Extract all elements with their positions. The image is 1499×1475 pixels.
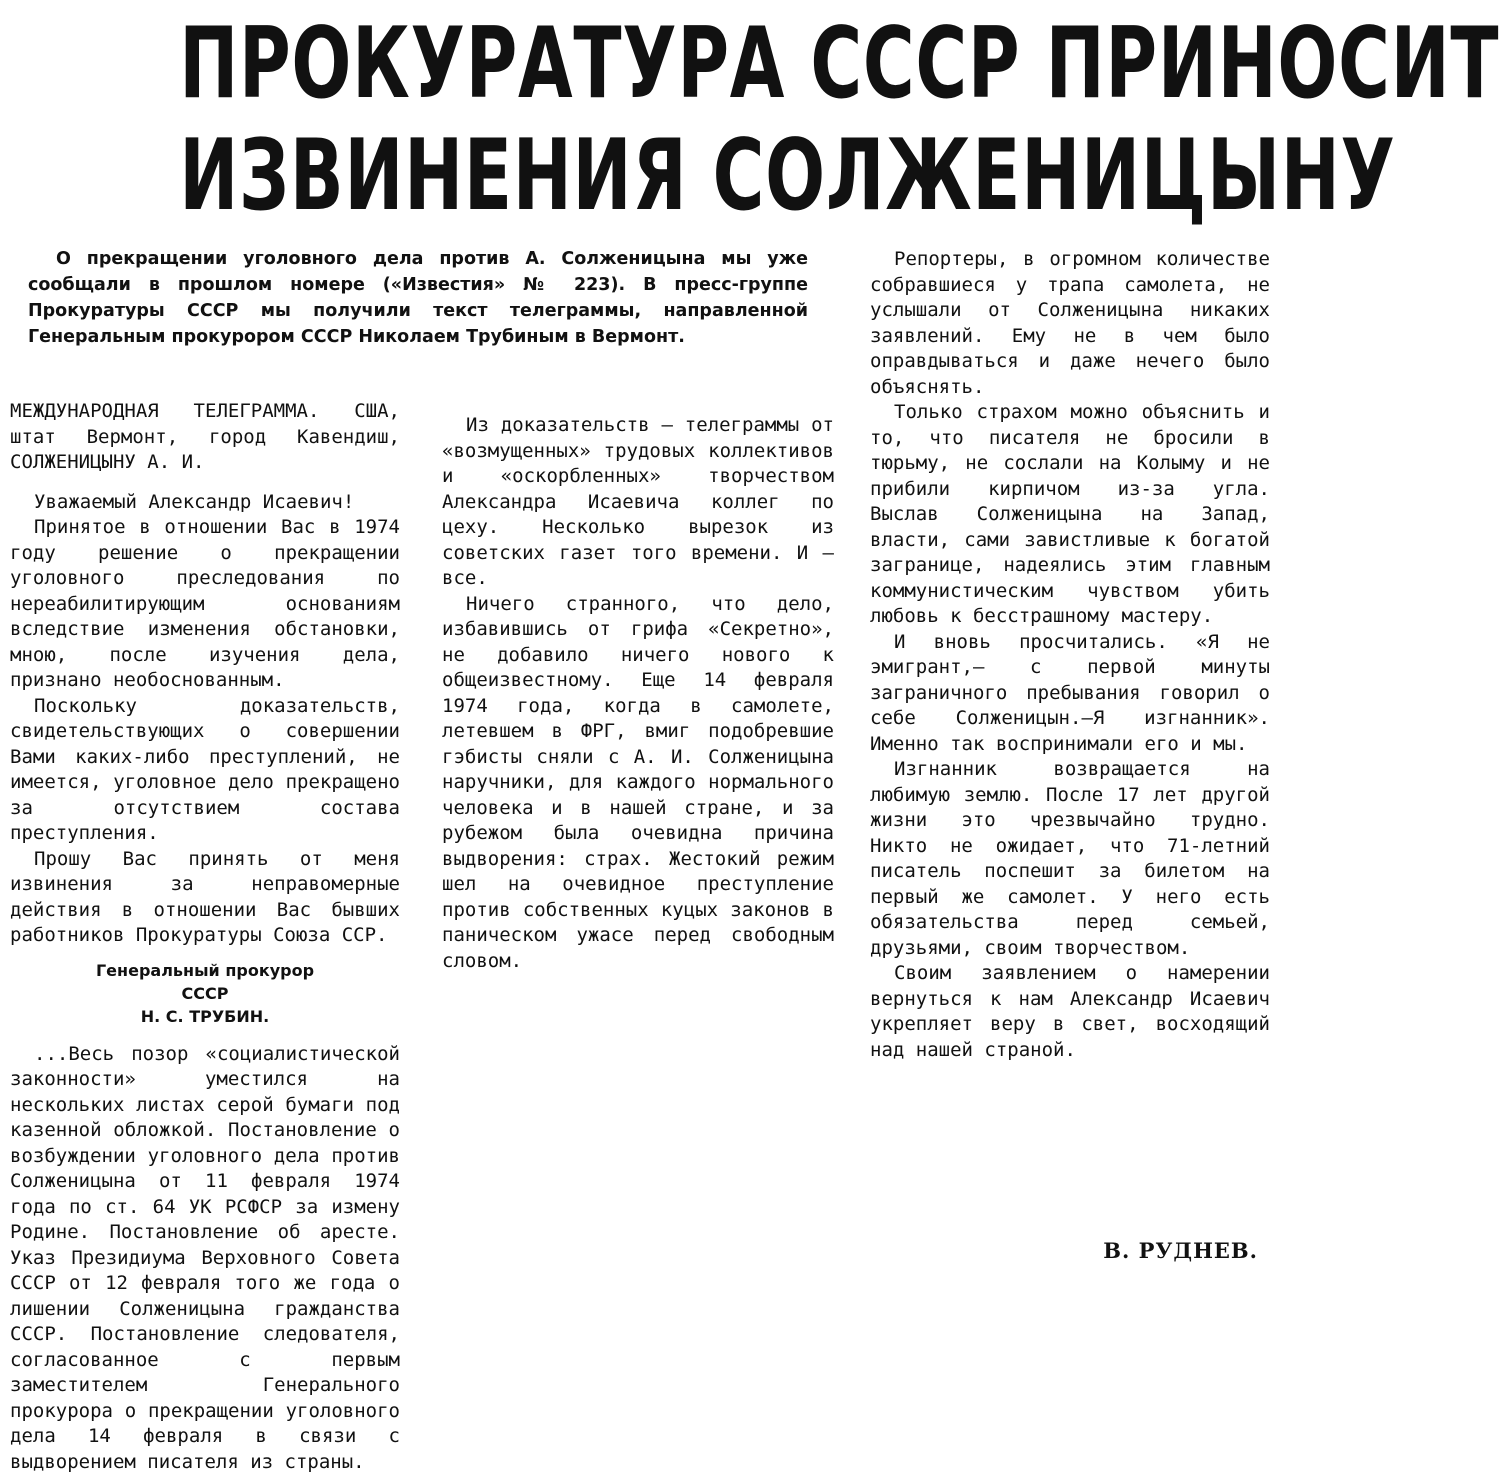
headline: [179, 8, 1101, 232]
column-3: [870, 247, 1270, 1063]
body-paragraph-2: Из доказательств — телеграммы от «возмущенных» трудовых коллективов и «оскорбленных» творчеством Александра Исаевича коллег по цеху. Несколько вырезок из советских газет того времени. И — все.: [442, 413, 834, 592]
author-byline: В. РУДНЕВ.: [1103, 1238, 1258, 1263]
telegram-paragraph-1: Принятое в отношении Вас в 1974 году решение о прекращении уголовного преследования по нереабилитирующим основаниям вследствие изменения обстановки, мною, после изучения дела, признано необоснованным.: [10, 515, 400, 694]
body-paragraph-8: Своим заявлением о намерении вернуться к нам Александр Исаевич укрепляет веру в свет, восходящий над нашей страной.: [870, 961, 1270, 1063]
column-1: [10, 399, 400, 1475]
column-2: [442, 399, 834, 974]
signature-country: СССР: [10, 982, 400, 1005]
telegram-paragraph-2: Поскольку доказательств, свидетельствующих о совершении Вами каких-либо преступлений, не имеется, уголовное дело прекращено за отсутствием состава преступления.: [10, 694, 400, 847]
telegram-signature: [10, 959, 400, 1028]
body-paragraph-6: И вновь просчитались. «Я не эмигрант,— с первой минуты заграничного пребывания говорил о себе Солженицын.—Я изгнанник». Именно так воспринимали его и мы.: [870, 630, 1270, 758]
headline-line-2: ИЗВИНЕНИЯ СОЛЖЕНИЦЫНУ: [179, 120, 1101, 232]
telegram-address: МЕЖДУНАРОДНАЯ ТЕЛЕГРАММА. США, штат Вермонт, город Кавендиш, СОЛЖЕНИЦЫНУ А. И.: [10, 399, 400, 476]
telegram-paragraph-3: Прошу Вас принять от меня извинения за неправомерные действия в отношении Вас бывших работников Прокуратуры Союза ССР.: [10, 847, 400, 949]
body-paragraph-5: Только страхом можно объяснить и то, что писателя не бросили в тюрьму, не сослали на Колыму и не прибили кирпичом из-за угла. Выслав Солженицына на Запад, власти, сами завистливые к богатой загранице, надеялись этим главным коммунистическим чувством убить любовь к бесстрашному мастеру.: [870, 400, 1270, 630]
body-paragraph-4: Репортеры, в огромном количестве собравшиеся у трапа самолета, не услышали от Солженицына никаких заявлений. Ему не в чем было оправдываться и даже нечего было объяснять.: [870, 247, 1270, 400]
signature-title: Генеральный прокурор: [10, 959, 400, 982]
lead-text: О прекращении уголовного дела против А. Солженицына мы уже сообщали в прошлом номере («Известия» № 223). В пресс-группе Прокуратуры СССР мы получили текст телеграммы, направленной Генеральным прокурором СССР Николаем Трубиным в Вермонт.: [28, 246, 808, 350]
body-paragraph-7: Изгнанник возвращается на любимую землю. После 17 лет другой жизни это чрезвычайно трудно. Никто не ожидает, что 71-летний писатель поспешит за билетом на первый же самолет. У него есть обязательства перед семьей, друзьями, своим творчеством.: [870, 757, 1270, 961]
signature-name: Н. С. ТРУБИН.: [10, 1005, 400, 1028]
body-paragraph-3: Ничего странного, что дело, избавившись от грифа «Секретно», не добавило ничего нового к общеизвестному. Еще 14 февраля 1974 года, когда в самолете, летевшем в ФРГ, вмиг подобревшие гэбисты сняли с А. И. Солженицына наручники, для каждого нормального человека и в нашей стране, и за рубежом была очевидна причина выдворения: страх. Жестокий режим шел на очевидное преступление против собственных куцых законов в паническом ужасе перед свободным словом.: [442, 592, 834, 975]
telegram-salutation: Уважаемый Александр Исаевич!: [10, 490, 400, 516]
lead-paragraph: [28, 246, 808, 350]
headline-line-1: ПРОКУРАТУРА СССР ПРИНОСИТ: [179, 8, 1101, 120]
body-paragraph-1: ...Весь позор «социалистической законности» уместился на нескольких листах серой бумаги под казенной обложкой. Постановление о возбуждении уголовного дела против Солженицына от 11 февраля 1974 года по ст. 64 УК РСФСР за измену Родине. Постановление об аресте. Указ Президиума Верховного Совета СССР от 12 февраля того же года о лишении Солженицына гражданства СССР. Постановление следователя, согласованное с первым заместителем Генерального прокурора о прекращении уголовного дела 14 февраля в связи с выдворением писателя из страны.: [10, 1042, 400, 1475]
